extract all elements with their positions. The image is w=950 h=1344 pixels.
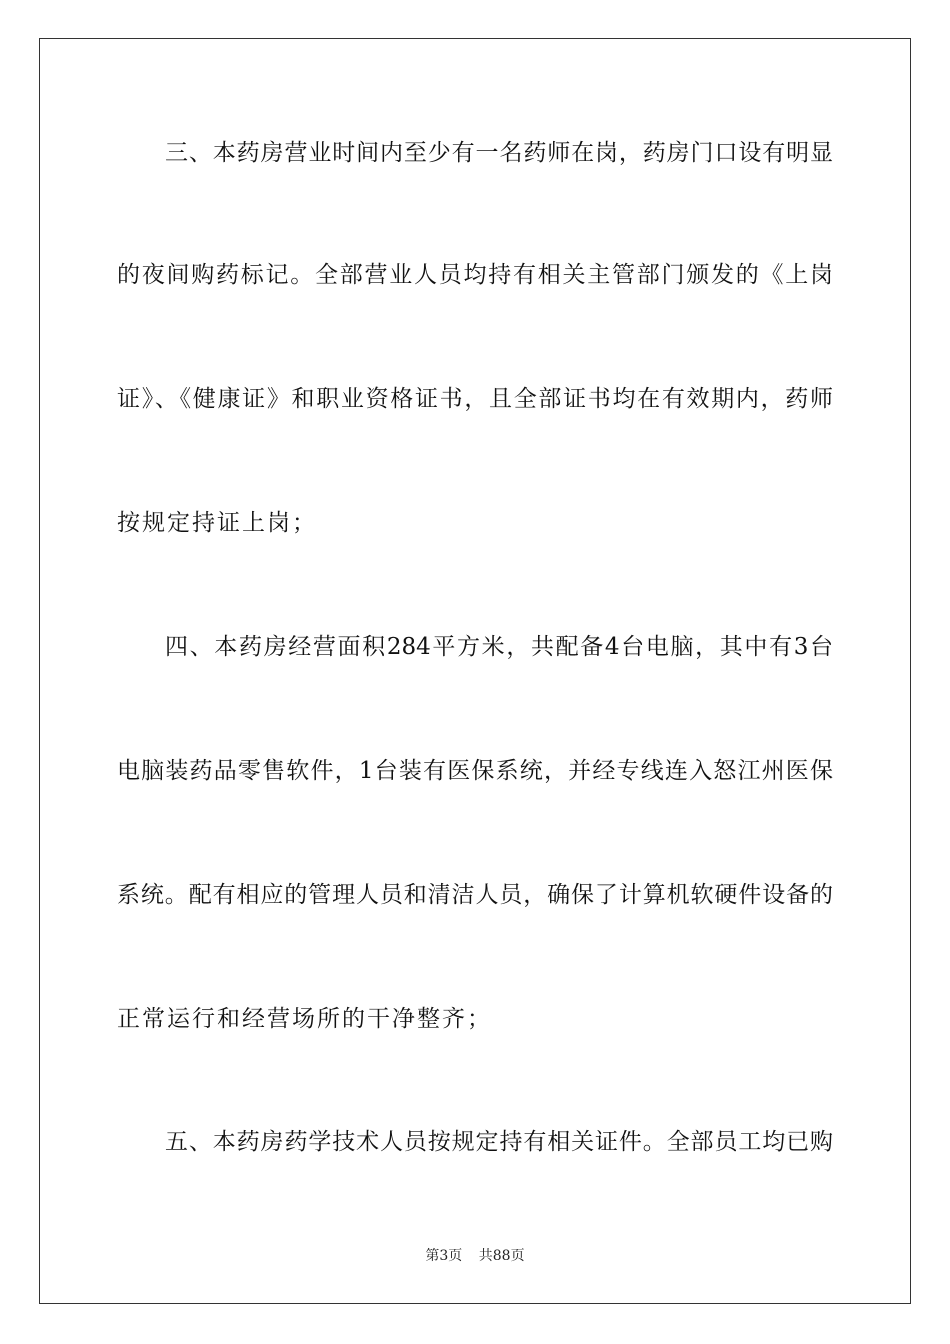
paragraph-line: 按规定持证上岗； bbox=[117, 510, 317, 536]
paragraph-line: 的夜间购药标记。全部营业人员均持有相关主管部门颁发的《上岗 bbox=[117, 262, 833, 288]
paragraph-line: 系统。配有相应的管理人员和清洁人员，确保了计算机软硬件设备的 bbox=[117, 882, 833, 908]
paragraph-line: 证》、《健康证》和职业资格证书，且全部证书均在有效期内，药师 bbox=[117, 386, 833, 412]
page-total: 共88页 bbox=[478, 1248, 525, 1264]
paragraph-line: 电脑装药品零售软件，1台装有医保系统，并经专线连入怒江州医保 bbox=[117, 758, 833, 784]
paragraph-line: 五、本药房药学技术人员按规定持有相关证件。全部员工均已购 bbox=[165, 1129, 833, 1155]
paragraph-line: 四、本药房经营面积284平方米，共配备4台电脑，其中有3台 bbox=[165, 634, 833, 660]
page-border bbox=[39, 38, 911, 1304]
page-footer bbox=[0, 1247, 950, 1265]
paragraph-line: 正常运行和经营场所的干净整齐； bbox=[117, 1006, 492, 1032]
page-number: 第3页 bbox=[425, 1248, 463, 1264]
paragraph-line: 三、本药房营业时间内至少有一名药师在岗，药房门口设有明显 bbox=[165, 140, 833, 166]
